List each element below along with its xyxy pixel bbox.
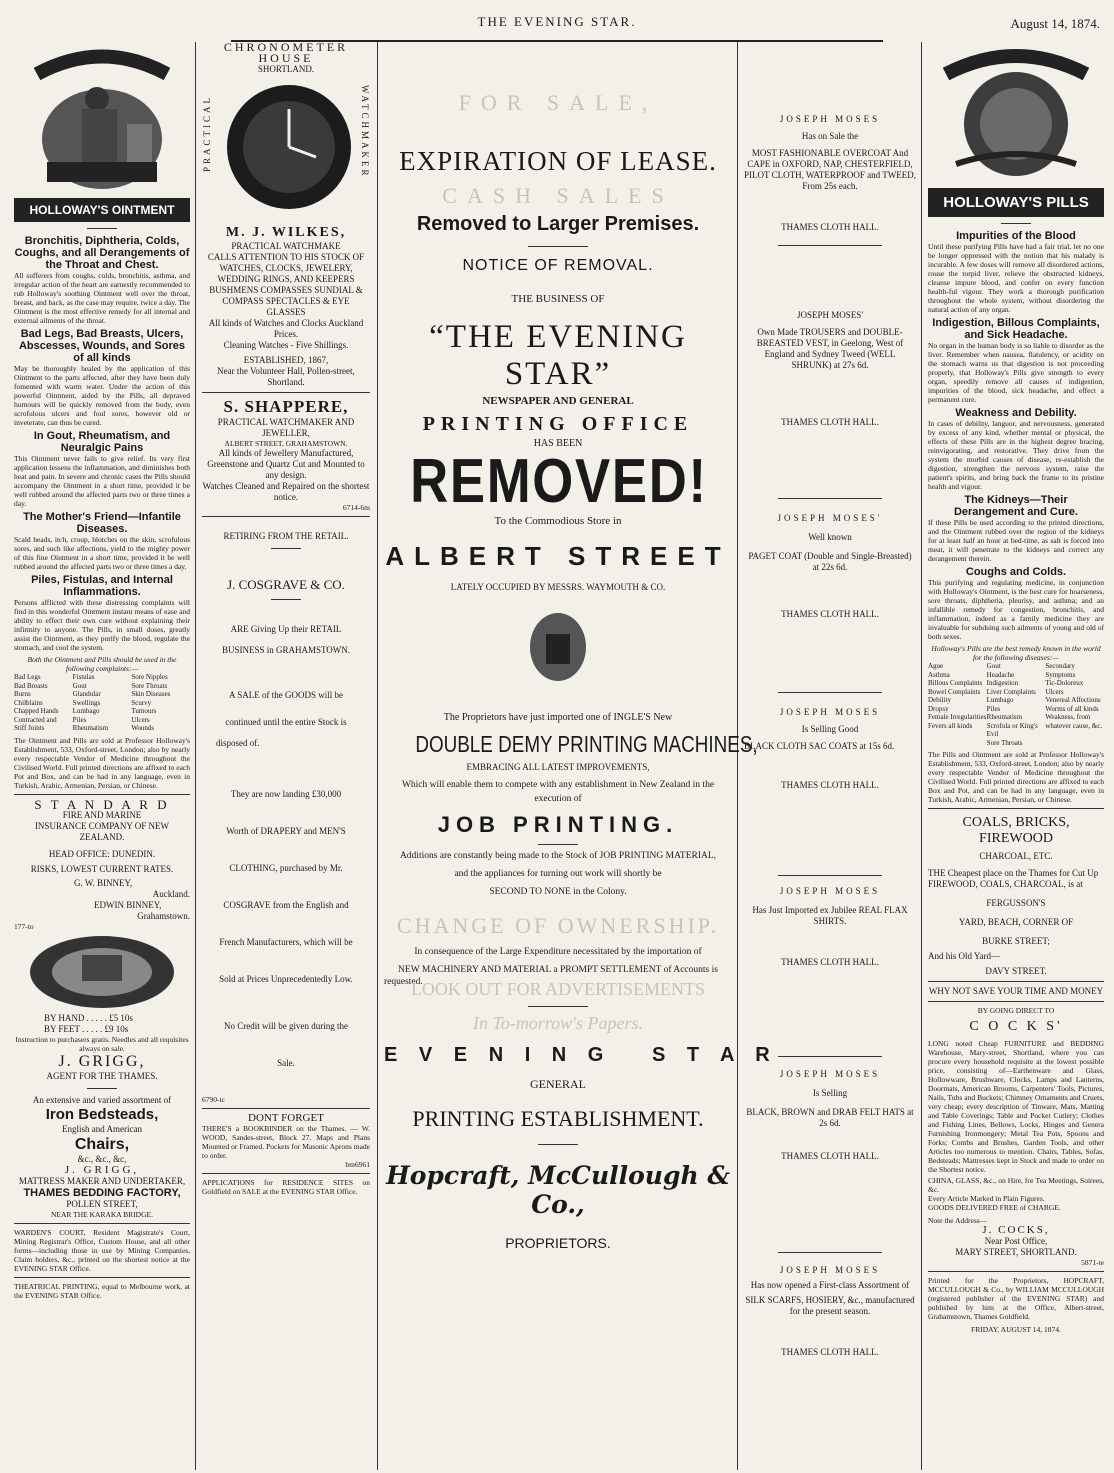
english-american: English and American: [62, 1123, 142, 1134]
column-divider: [921, 42, 922, 1470]
disease-item: Asthma: [928, 670, 950, 679]
holloway-pills-illustration-icon: [936, 44, 1096, 184]
jewellery-note: All kinds of Jewellery Manufactured, Greenstone and Quartz Cut and Mounted to any design.: [207, 448, 365, 480]
column-2: [198, 42, 374, 1470]
disease-item: Sore Throats: [986, 738, 1023, 747]
why-not-save: WHY NOT SAVE YOUR TIME AND MONEY: [928, 986, 1104, 996]
divider: [528, 1006, 588, 1007]
divider: [202, 392, 370, 393]
complaint-item: Stiff Joints: [14, 724, 45, 732]
has-been: HAS BEEN: [533, 438, 583, 449]
burke-street: BURKE STREET;: [982, 936, 1050, 946]
ad-body: All sufferers from coughs, colds, bronchitis, asthma, and irregular action of the heart are earnestly recommended to rub Holloway's soothing Ointment well over the throat, breast, and back, as the case may require, twice a day. The Ointment is the most effective remedy for all internal and external ailments of the throat.: [14, 271, 190, 325]
price-line: BY HAND . . . . . £5 10s: [44, 1012, 133, 1023]
jm-line: Is Selling: [812, 1088, 848, 1098]
ad-heading: Indigestion, Billous Complaints, and Sick Headache.: [932, 317, 1100, 341]
thames-cloth-hall: THAMES CLOTH HALL.: [781, 609, 879, 619]
theatrical-printing-ad: THEATRICAL PRINTING, equal to Melbourne work, at the EVENING STAR Office.: [14, 1281, 190, 1300]
divider: [778, 692, 881, 693]
jm-line: BLACK, BROWN and DRAB FELT HATS at 2s 6d.: [746, 1107, 914, 1128]
proprietors: PROPRIETORS.: [505, 1235, 611, 1251]
cosgrave-line: A SALE of the GOODS will be: [229, 690, 343, 700]
column-4: [740, 42, 920, 1470]
pollen-street: POLLEN STREET,: [66, 1198, 138, 1209]
divider: [271, 548, 301, 549]
hopcraft-mccullough: Hopcraft, McCullough & Co.,: [386, 1161, 730, 1219]
clock-face-icon: [224, 79, 354, 219]
column-1: [10, 42, 194, 1470]
requested: requested.: [384, 977, 423, 987]
every-article: Every Article Marked in Plain Figures.: [928, 1194, 1045, 1203]
pills-sold-note: The Pills and Ointment are sold at Professor Holloway's Establishment, 533, Oxford-street, London; also by nearly every respectable Vendor of Medicine throughout the Civilised World. Full printed directions are affixed to each Box and Pot, and can be had in any language, even in Turkish, Arabic, Armenian, Persian, or Chinese.: [928, 750, 1104, 804]
to-commodious-store: To the Commodious Store in: [494, 515, 622, 527]
complaint-item: Ulcers: [131, 715, 150, 724]
dont-forget: DONT FORGET: [248, 1112, 324, 1124]
near-post-office: Near Post Office,: [984, 1236, 1048, 1246]
faded-headline: CHANGE OF OWNERSHIP.: [396, 913, 720, 938]
complaint-item: Bad Breasts: [14, 681, 48, 690]
complaint-item: Chilblains: [14, 698, 43, 707]
ad-heading: The Mother's Friend—Infantile Diseases.: [23, 511, 181, 535]
china-glass: CHINA, GLASS, &c., on Hire, for Tea Meetings, Soirees, &c.: [928, 1176, 1104, 1194]
head-office: HEAD OFFICE: DUNEDIN.: [48, 848, 156, 859]
complaints-list: [14, 673, 190, 733]
additions: Additions are constantly being made to the Stock of JOB PRINTING MATERIAL,: [399, 851, 717, 861]
complaint-item: Sore Throats: [131, 681, 168, 690]
complaints-intro: Both the Ointment and Pills should be used in the following complaints:—: [27, 655, 177, 673]
grigg-name: J. GRIGG,: [64, 1163, 140, 1176]
divider: [14, 794, 190, 795]
disease-item: Dropsy: [928, 704, 949, 713]
retiring: RETIRING FROM THE RETAIL.: [223, 531, 349, 541]
instruction-note: Instruction to purchasers gratis. Needles and all requisites always on sale.: [15, 1034, 189, 1053]
complaint-item: Scurvy: [131, 698, 152, 707]
column-divider: [195, 42, 196, 1470]
ad-body: Persons afflicted with these distressing complaints will find in this wonderful Ointment instant means of ease and ability to effect their own cure without explaining their infirmity to anyone. The Pills, in small doses, greatly assist the Ointment, as they purify the blood, regulate the stomach, and cool the system.: [14, 598, 190, 652]
printing-office: PRINTING OFFICE: [422, 413, 694, 435]
disease-item: Billous Complaints: [928, 679, 983, 687]
second-to-none: SECOND TO NONE in the Colony.: [489, 887, 627, 897]
thames-cloth-hall: THAMES CLOTH HALL.: [781, 1151, 879, 1161]
divider: [778, 1252, 881, 1253]
cocks-name: C O C K S': [969, 1019, 1063, 1034]
cocks-name: J. COCKS,: [982, 1224, 1050, 1236]
joseph-moses: JOSEPH MOSES: [779, 886, 881, 896]
execution-of: execution of: [534, 794, 582, 804]
divider: [928, 808, 1104, 809]
cosgrave-line: COSGRAVE from the English and: [223, 900, 349, 910]
shappere-address: ALBERT STREET, GRAHAMSTOWN.: [224, 439, 348, 448]
jm-line: BLACK CLOTH SAC COATS at 15s 6d.: [744, 741, 895, 751]
cosgrave-line: BUSINESS in GRAHAMSTOWN.: [221, 645, 351, 655]
standard-line: FIRE AND MARINE: [62, 809, 142, 820]
thames-cloth-hall: THAMES CLOTH HALL.: [781, 417, 879, 427]
divider: [202, 1173, 370, 1174]
the-business-of: THE BUSINESS OF: [511, 293, 605, 305]
calls-attention: CALLS ATTENTION TO HIS STOCK OF WATCHES, CLOCKS, JEWELERY, WEDDING RINGS, AND KEEPERS: [207, 252, 365, 284]
shappere-trade: PRACTICAL WATCHMAKER AND JEWELLER,: [217, 417, 355, 438]
holloway-ointment-badge: HOLLOWAY'S OINTMENT: [14, 198, 190, 222]
ad-heading: Weakness and Debility.: [955, 407, 1077, 419]
divider: [271, 599, 301, 600]
yard-beach: YARD, BEACH, CORNER OF: [958, 917, 1074, 927]
thames-cloth-hall: THAMES CLOTH HALL.: [781, 780, 879, 790]
joseph-moses: JOSEPH MOSES': [797, 310, 863, 320]
disease-item: Worms of all kinds: [1045, 704, 1099, 713]
watches-cleaned: Watches Cleaned and Repaired on the shortest notice.: [202, 481, 370, 502]
newspaper-and-general: NEWSPAPER AND GENERAL: [482, 395, 634, 407]
embracing: EMBRACING ALL LATEST IMPROVEMENTS,: [466, 762, 650, 772]
complaint-column: [14, 673, 73, 733]
disease-item: Secondary Symptoms: [1045, 662, 1076, 679]
chronometer-house: CHRONOMETER HOUSE: [223, 40, 349, 65]
divider: [778, 1056, 881, 1057]
disease-item: Indigestion: [986, 679, 1019, 687]
imprint-date: FRIDAY, AUGUST 14, 1874.: [971, 1325, 1061, 1334]
complaint-item: Gout: [72, 681, 87, 690]
best-remedy: Holloway's Pills are the best remedy known in the world for the following diseases:—: [931, 644, 1101, 662]
faded-headline: In To-morrow's Papers.: [472, 1013, 644, 1033]
general: GENERAL: [530, 1077, 586, 1091]
shappere-name: S. SHAPPERE,: [223, 397, 349, 416]
ad-body: This Ointment never fails to give relief. Its very first application lessens the inflammation, and diminishes both heat and pain. In severe and chronic cases the Pills should accompany the Ointment in a short time, provided it be well rubbed around the affected parts two or three times a day.: [14, 454, 190, 508]
all-kinds-watches: All kinds of Watches and Clocks Auckland Prices.: [208, 318, 364, 339]
disease-column: [928, 662, 987, 747]
established: ESTABLISHED, 1867,: [243, 355, 329, 365]
jm-line: MOST FASHIONABLE OVERCOAT And CAPE in OXFORD, NAP, CHESTERFIELD, PILOT CLOTH, WATERPROOF and TWEED, From 25s each.: [744, 148, 916, 191]
jm-line: Has on Sale the: [801, 131, 859, 141]
practical-watchmaker: PRACTICAL WATCHMAKE: [231, 241, 341, 251]
appliances: and the appliances for turning out work will shortly be: [454, 869, 662, 879]
divider: [14, 1223, 190, 1224]
complaint-item: Rheumatism: [72, 724, 109, 732]
mattress-maker: MATTRESS MAKER AND UNDERTAKER,: [18, 1175, 186, 1186]
disease-item: Rheumatism: [986, 713, 1023, 721]
compete: Which will enable them to compete with any establishment in New Zealand in the: [401, 780, 715, 790]
disease-item: Gout: [986, 662, 1001, 670]
disease-item: Scrofula or King's Evil: [986, 721, 1038, 738]
cosgrave-line: disposed of.: [216, 738, 260, 748]
joseph-moses: JOSEPH MOSES: [779, 1069, 881, 1079]
divider: [1001, 223, 1031, 224]
by-going-direct: BY GOING DIRECT TO: [977, 1006, 1055, 1015]
new-machinery: NEW MACHINERY AND MATERIAL a PROMPT SETTLEMENT of Accounts is: [398, 965, 718, 975]
near-bridge: NEAR THE KARAKA BRIDGE.: [51, 1209, 153, 1219]
disease-item: Ulcers: [1045, 687, 1064, 696]
standard-line: INSURANCE COMPANY OF NEW: [34, 820, 170, 831]
newspaper-title: THE EVENING STAR.: [477, 14, 637, 29]
old-yard: And his Old Yard—: [928, 951, 1001, 961]
ad-heading: In Gout, Rheumatism, and Neuralgic Pains: [33, 430, 171, 454]
ad-body: In cases of debility, languor, and nervousness, generated by excess of any kind, whether mental or physical, the effects of these Pills are in the highest degree bracing, reinvigorating, and restorative. They drive from the system the morbid causes of disease, re-establish the digestion, strengthen the nervous system, raise the patient's spirits, and bring back the frame to its pristine health and vigour.: [928, 419, 1104, 491]
sold-note: The Ointment and Pills are sold at Professor Holloway's Establishment, 533, Oxford-street, London; also by nearly every respectable Vendor of Medicine throughout the Civilised World. Full printed directions are affixed to each Pot and Box, and can be had in any language, even in Turkish, Arabic, Armenian, Persian, or Chinese.: [14, 735, 190, 790]
disease-column: [1045, 662, 1104, 747]
disease-item: Ague: [928, 662, 944, 670]
risks: RISKS, LOWEST CURRENT RATES.: [30, 863, 174, 874]
divider: [202, 1108, 370, 1109]
evening-star-spaced: E V E N I N G S T A R: [384, 1044, 778, 1066]
watchmaker-vertical: WATCHMAKER: [360, 85, 370, 179]
divider: [928, 1271, 1104, 1272]
divider: [538, 844, 578, 845]
complaint-item: Burns: [14, 690, 31, 698]
cleaning-watches: Cleaning Watches - Five Shillings.: [223, 340, 349, 350]
agent-name: EDWIN BINNEY,: [94, 899, 162, 910]
iron-bedsteads: Iron Bedsteads,: [45, 1105, 159, 1123]
double-demy: DOUBLE DEMY PRINTING MACHINES,: [415, 731, 758, 757]
complaint-item: Piles: [72, 715, 87, 724]
cosgrave-line: continued until the entire Stock is: [225, 717, 347, 727]
cosgrave-name: J. COSGRAVE & CO.: [227, 577, 345, 592]
complaint-column: [131, 673, 190, 733]
cosgrave-line: Sold at Prices Unprecedentedly Low.: [219, 974, 353, 984]
removed-to-larger-premises: Removed to Larger Premises.: [416, 213, 700, 235]
complaint-item: Wounds: [131, 724, 155, 732]
jm-line: Is Selling Good: [801, 724, 859, 734]
divider: [87, 1088, 117, 1089]
ad-heading: Bronchitis, Diphtheria, Colds, Coughs, and all Derangements of the Throat and Chest.: [14, 235, 190, 271]
ad-body: No organ in the human body is so liable to disorder as the liver. Remember when nausea, flatulency, or acidity on the stomach warns us that digestion is not proceeding properly, that Holloway's Pills give strength to every organ, speedily remove all causes of indigestion, impurities of the blood, sick headache, and effect a permanent cure.: [928, 341, 1104, 404]
agent-thames: AGENT FOR THE THAMES.: [46, 1070, 158, 1081]
lately-occupied: LATELY OCCUPIED BY MESSRS. WAYMOUTH & CO.: [450, 582, 666, 592]
complaint-item: Skin Diseases: [131, 690, 171, 698]
near-volunteer: Near the Volunteer Hall, Pollen-street, Shortland.: [217, 366, 355, 387]
note-address: Note the Address—: [928, 1216, 988, 1225]
disease-item: Venereal Affections: [1045, 696, 1101, 704]
disease-item: Debility: [928, 696, 951, 704]
notice-of-removal: NOTICE OF REMOVAL.: [462, 257, 654, 274]
column-5: [924, 42, 1108, 1470]
disease-item: Headache: [986, 670, 1015, 679]
agent-name: G. W. BINNEY,: [74, 877, 133, 888]
mary-street: MARY STREET, SHORTLAND.: [955, 1247, 1077, 1257]
ad-body: May be thoroughly healed by the application of this Ointment to the parts affected, after they have been duly fomented with warm water. Under the action of this powerful Ointment, aided by the Pills, all depraved humours will be quickly removed from the body, even scrofulous ulcers and foul sores, however old or inveterate, can thus be cured.: [14, 364, 190, 427]
holloway-pills-badge: HOLLOWAY'S PILLS: [928, 188, 1104, 217]
disease-item: Weakness, from whatever cause, &c.: [1045, 713, 1103, 730]
ad-heading: Coughs and Colds.: [965, 566, 1067, 578]
price-line: BY FEET . . . . . £9 10s: [44, 1023, 129, 1034]
divider: [202, 516, 370, 517]
reference-number: 6714-6m: [342, 503, 370, 512]
ad-body: If these Pills be used according to the printed directions, and the Ointment rubbed over the region of the kidneys for at least half an hour at bed-time, as salt is forced into meat, it will penetrate to the kidneys and correct any derangement therein.: [928, 518, 1104, 563]
issue-date: August 14, 1874.: [1010, 16, 1100, 31]
column-divider: [377, 42, 378, 1470]
divider: [928, 981, 1104, 982]
diseases-list: [928, 662, 1104, 747]
column-3: [380, 42, 778, 1470]
reference-number: 5871-te: [1081, 1258, 1104, 1267]
imprint: Printed for the Proprietors, HOPCRAFT, MCCULLOUGH & Co., by WILLIAM MCCULLOUGH (registered publisher of the EVENING STAR) and published by him at the Office, Albert-street, Grahamstown, Thames Goldfield.: [928, 1276, 1104, 1321]
divider: [778, 875, 881, 876]
proprietors-imported: The Proprietors have just imported one of INGLE'S New: [443, 712, 673, 723]
divider: [538, 1144, 578, 1145]
complaint-item: Bad Legs: [14, 673, 41, 681]
ad-heading: Piles, Fistulas, and Internal Inflammations.: [31, 574, 173, 598]
evening-star-title: “THE EVENING STAR”: [429, 319, 687, 392]
joseph-moses: JOSEPH MOSES': [777, 513, 883, 523]
coals-bricks: COALS, BRICKS, FIREWOOD: [962, 815, 1070, 846]
chairs: Chairs,: [74, 1135, 130, 1153]
applications-ad: APPLICATIONS for RESIDENCE SITES on Goldfield on SALE at the EVENING STAR Office.: [202, 1178, 370, 1196]
removed-headline: REMOVED!: [410, 447, 708, 516]
furniture-ad: LONG noted Cheap FURNITURE and BEDDING Warehouse, Mary-street, Shortland, where you can procure every household requisite at the lowest possible price, consisting of—Earthenware and Glass, Hollowware, Brushware, Clocks, Lamps and Lanterns, Doormats, American Brooms, Carpenters' Tools, Pictures, Nails, Tubs and Buckets; Chimney Ornaments and Cruets, very cheap; every description of Tinware, Mats, Matting and Table Coverings; Table and Pocket Cutlery; Clothes and Fishing Lines, Bellows, Locks, Hinges and Genera Furnishing Ironmongery; Metal Tea Pots, Spoons and Forks; Combs and Brushes, Garden Tools, and other Articles too numerous to mention. Chairs, Tables, Sofas, Bedsteads; Mattresses kept in Stock and made to order on the Shortest notice.: [928, 1039, 1104, 1174]
cosgrave-line: French Manufacturers, which will be: [219, 937, 353, 947]
cosgrave-line: Sale.: [277, 1058, 295, 1068]
divider: [928, 1001, 1104, 1002]
ad-heading: Impurities of the Blood: [956, 230, 1076, 242]
disease-item: Fevers all kinds: [928, 721, 973, 730]
cosgrave-line: Worth of DRAPERY and MEN'S: [226, 826, 346, 836]
bedding-factory: THAMES BEDDING FACTORY,: [23, 1186, 181, 1199]
cheapest-place: THE Cheapest place on the Thames for Cut Up FIREWOOD, COALS, CHARCOAL, is at: [928, 868, 1099, 889]
extensive: An extensive and varied assortment of: [32, 1094, 172, 1105]
bushmens: BUSHMENS COMPASSES SUNDIAL & COMPASS SPECTACLES & EYE GLASSES: [209, 285, 363, 317]
practical-vertical: PRACTICAL: [202, 95, 212, 173]
disease-item: Bowel Complaints: [928, 687, 981, 696]
wilkes-name: M. J. WILKES,: [225, 225, 347, 240]
jm-line: Has now opened a First-class Assortment of: [750, 1280, 910, 1290]
cosgrave-line: ARE Giving Up their RETAIL: [230, 624, 342, 634]
cosgrave-line: CLOTHING, purchased by Mr.: [229, 863, 343, 873]
standard-title: S T A N D A R D: [34, 796, 170, 812]
complaint-item: Lumbago: [72, 707, 100, 715]
reference-number: 6790-tc: [202, 1095, 225, 1104]
charcoal: CHARCOAL, ETC.: [979, 851, 1053, 861]
complaint-column: [73, 673, 132, 733]
expiration-of-lease: EXPIRATION OF LEASE.: [399, 146, 717, 176]
divider: [87, 228, 117, 229]
cosgrave-line: No Credit will be given during the: [224, 1021, 348, 1031]
cosgrave-line: They are now landing £30,000: [230, 789, 342, 799]
disease-item: Piles: [986, 704, 1001, 713]
ad-body: This purifying and regulating medicine, in conjunction with Holloway's Ointment, is the best cure for hoarseness, sore throats, diphtheria, pleurisy, and asthma; and an infallible remedy for congestion, bronchitis, and inflammation, indeed as a family medicine they are invaluable for subduing such ailments of young and old of both sexes.: [928, 578, 1104, 641]
complaint-item: Sore Nipples: [131, 673, 168, 681]
thames-cloth-hall: THAMES CLOTH HALL.: [781, 222, 879, 232]
disease-item: Lumbago: [986, 696, 1014, 704]
consequence: In consequence of the Large Expenditure necessitated by the importation of: [414, 947, 702, 957]
agent-place: Auckland.: [152, 888, 190, 899]
disease-item: Female Irregularities: [928, 713, 987, 721]
jm-line: Has Just Imported ex Jubilee REAL FLAX SHIRTS.: [752, 905, 908, 926]
disease-column: [987, 662, 1046, 747]
ad-heading: Bad Legs, Bad Breasts, Ulcers, Abscesses, Wounds, and Sores of all kinds: [18, 328, 186, 364]
printing-establishment: PRINTING ESTABLISHMENT.: [412, 1106, 704, 1131]
clock-block: [202, 75, 370, 225]
divider: [528, 246, 588, 247]
disease-item: Tic-Doloreux: [1045, 679, 1084, 687]
jm-line: Own Made TROUSERS and DOUBLE-BREASTED VEST, in Geelong, West of England and Sydney Tweed (WELL SHRUNK) at 27s 6d.: [756, 327, 904, 370]
agent-place: Grahamstown.: [137, 910, 190, 921]
complaint-item: Tumours: [131, 707, 157, 715]
reference-number: 177-to: [14, 921, 34, 931]
job-printing: JOB PRINTING.: [437, 812, 679, 837]
reference-number: bm6961: [345, 1160, 370, 1169]
complaint-item: Glandular: [72, 690, 101, 698]
holloway-ointment-illustration-icon: [27, 44, 177, 194]
goods-delivered: GOODS DELIVERED FREE of CHARGE.: [928, 1203, 1061, 1212]
ad-body: Until these purifying Pills have had a fair trial, let no one be longer oppressed with the notion that his malady is incurable. A few doses will remove all disordered actions, rouse the torpid liver, relieve the obstructed kidneys, cleanse impure blood, and confer on every function health-ful vigour. They work a thorough purification throughout the whole system, without disordering the natural action of any organ.: [928, 242, 1104, 314]
etc: &c., &c., &c,: [77, 1153, 127, 1164]
bookbinder-ad: THERE'S a BOOKBINDER on the Thames. — W. WOOD, Sandes-street, Block 27. Maps and Plans Mounted or Framed. Pockets for Masonic Aprons made to order.: [202, 1124, 370, 1160]
joseph-moses: JOSEPH MOSES: [779, 114, 881, 124]
faded-headline: LOOK OUT FOR ADVERTISEMENTS: [410, 979, 706, 999]
divider: [14, 1277, 190, 1278]
complaint-item: Fistulas: [72, 673, 95, 681]
divider: [778, 245, 881, 246]
faded-headline: FOR SALE,: [458, 90, 658, 115]
fergusson: FERGUSSON'S: [986, 898, 1046, 908]
albert-street: ALBERT STREET: [385, 541, 731, 571]
grigg-name: J. GRIGG,: [58, 1052, 146, 1070]
davy-street: DAVY STREET.: [985, 966, 1047, 976]
jm-line: SILK SCARFS, HOSIERY, &c., manufactured for the present season.: [745, 1295, 915, 1316]
standard-line: ZEALAND.: [79, 831, 125, 842]
complaint-item: Chapped Hands: [14, 707, 59, 715]
ad-heading: The Kidneys—Their Derangement and Cure.: [953, 494, 1079, 518]
divider: [778, 498, 881, 499]
masthead: [0, 0, 1114, 40]
complaint-item: Contracted and: [14, 715, 57, 724]
jm-line: PAGET COAT (Double and Single-Breasted) at 22s 6d.: [748, 551, 912, 572]
joseph-moses: JOSEPH MOSES: [779, 707, 881, 717]
thames-cloth-hall: THAMES CLOTH HALL.: [781, 1347, 879, 1357]
complaint-item: Swellings: [72, 698, 101, 707]
building-crest-icon: [528, 612, 588, 682]
wardens-court-ad: WARDEN'S COURT, Resident Magistrate's Court, Mining Registrar's Office, Custom House, and all other forms—including those in use by Mining Companies, Claim holders, &c., printed on the shortest notice at the EVENING STAR Office.: [14, 1227, 190, 1273]
thames-cloth-hall: THAMES CLOTH HALL.: [781, 957, 879, 967]
joseph-moses: JOSEPH MOSES: [779, 1265, 881, 1275]
faded-headline: CASH SALES: [442, 183, 674, 208]
disease-item: Liver Complaints: [986, 687, 1036, 696]
shortland: SHORTLAND.: [257, 64, 315, 74]
sewing-machine-badge-icon: [27, 933, 177, 1011]
jm-line: Well known: [808, 532, 852, 542]
ad-body: Scald heads, itch, croup, blotches on the skin, scrofulous sores, and such like affections, yield to the mighty power of this fine Ointment in a short time, provided it be well rubbed around the affected parts two or three times a day.: [14, 535, 190, 571]
